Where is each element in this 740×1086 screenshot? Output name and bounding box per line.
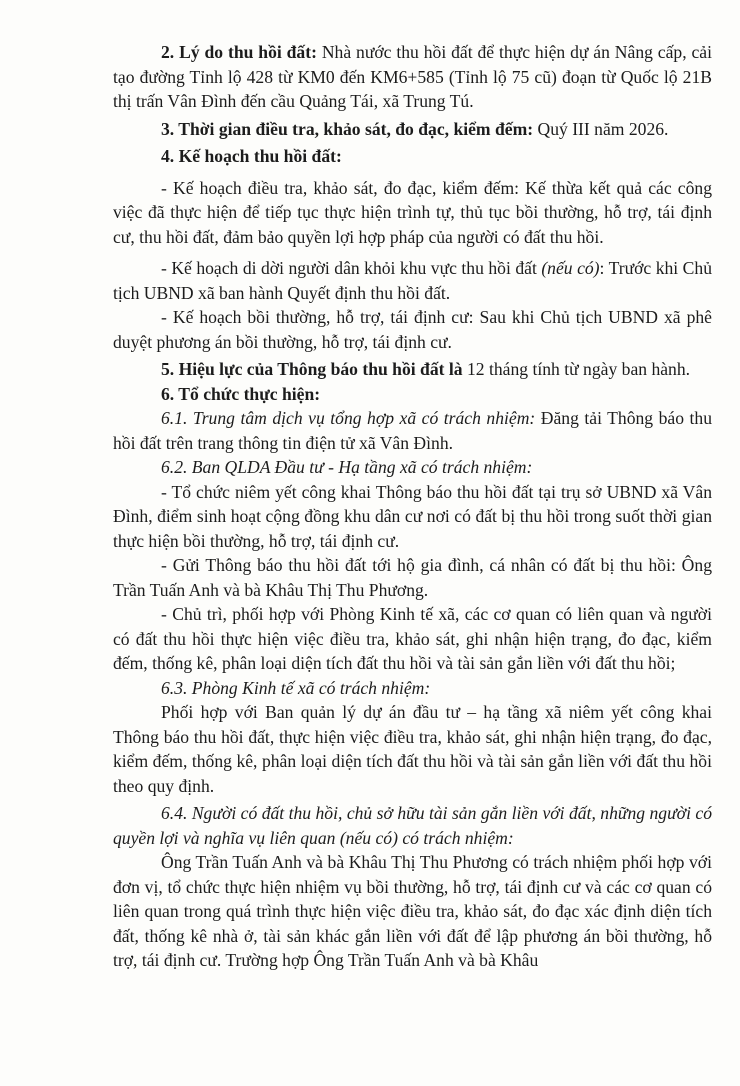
section-6-1-paragraph	[113, 406, 712, 455]
section-3-text: Quý III năm 2026.	[533, 118, 669, 139]
section-6-2-label: 6.2. Ban QLDA Đầu tư - Hạ tầng xã có trách nhiệm:	[161, 457, 533, 477]
section-3-paragraph	[113, 117, 712, 142]
section-2-paragraph	[113, 40, 712, 114]
section-4-plan-compensation: - Kế hoạch bồi thường, hỗ trợ, tái định cư: Sau khi Chủ tịch UBND xã phê duyệt phương án bồi thường, hỗ trợ, tái định cư.	[113, 307, 712, 352]
section-4-plan-relocation	[113, 256, 712, 305]
relocation-text-a: - Kế hoạch di dời người dân khỏi khu vực thu hồi đất	[161, 258, 542, 278]
section-6-2-item-2: - Gửi Thông báo thu hồi đất tới hộ gia đình, cá nhân có đất bị thu hồi: Ông Trần Tuấn Anh và bà Khâu Thị Thu Phương.	[113, 555, 712, 600]
section-5-paragraph	[113, 357, 712, 382]
section-2-label: 2. Lý do thu hồi đất:	[161, 42, 317, 62]
section-6-4-item-1: Ông Trần Tuấn Anh và bà Khâu Thị Thu Phương có trách nhiệm phối hợp với đơn vị, tổ chức thực hiện nhiệm vụ bồi thường, hỗ trợ, tái định cư và các cơ quan có liên quan trong quá trình thực hiện việc điều tra, khảo sát, đo đạc xác định diện tích đất, thống kê nhà ở, tài sản khác gắn liền với đất để lập phương án bồi thường, hỗ trợ, tái định cư. Trường hợp Ông Trần Tuấn Anh và bà Khâu	[113, 852, 712, 970]
section-4-label: 4. Kế hoạch thu hồi đất:	[161, 146, 342, 166]
section-4-plan-survey: - Kế hoạch điều tra, khảo sát, đo đạc, kiểm đếm: Kế thừa kết quả các công việc đã thực hiện để tiếp tục thực hiện trình tự, thủ tục bồi thường, hỗ trợ, tái định cư, thu hồi đất, đảm bảo quyền lợi hợp pháp của người có đất thu hồi.	[113, 177, 712, 247]
section-3-label: 3. Thời gian điều tra, khảo sát, đo đạc, kiểm đếm:	[161, 118, 534, 139]
section-5-label: 5. Hiệu lực của Thông báo thu hồi đất là	[161, 359, 463, 379]
section-6-1-label: 6.1. Trung tâm dịch vụ tổng hợp xã có trách nhiệm:	[161, 408, 536, 428]
section-6-3-label: 6.3. Phòng Kinh tế xã có trách nhiệm:	[161, 677, 431, 698]
section-6-2-item-1: - Tổ chức niêm yết công khai Thông báo thu hồi đất tại trụ sở UBND xã Vân Đình, điểm sinh hoạt cộng đồng khu dân cư nơi có đất bị thu hồi trong suốt thời gian thực hiện bồi thường, hỗ trợ, tái định cư.	[113, 481, 712, 551]
section-2-text: Nhà nước thu hồi đất để thực hiện dự án Nâng cấp, cải tạo đường Tỉnh lộ 428 từ KM0 đến KM6+585 (Tỉnh lộ 75 cũ) đoạn từ Quốc lộ 21B thị trấn Vân Đình đến cầu Quảng Tái, xã Trung Tú.	[113, 42, 713, 111]
section-6-1-text: Đăng tải Thông báo thu hồi đất trên trang thông tin điện tử xã Vân Đình.	[113, 408, 712, 453]
section-6-heading	[113, 382, 712, 407]
section-6-3-item-1: Phối hợp với Ban quản lý dự án đầu tư – hạ tầng xã niêm yết công khai Thông báo thu hồi đất, thực hiện việc điều tra, khảo sát, ghi nhận hiện trạng, đo đạc, kiểm đếm, thống kê, phân loại diện tích đất thu hồi và tài sản gắn liền với đất thu hồi theo quy định.	[113, 702, 712, 796]
section-5-text: 12 tháng tính từ ngày ban hành.	[462, 359, 691, 379]
section-6-2-item-3: - Chủ trì, phối hợp với Phòng Kinh tế xã, các cơ quan có liên quan và người có đất thu hồi thực hiện việc điều tra, khảo sát, ghi nhận hiện trạng, đo đạc, kiểm đếm, thống kê, phân loại diện tích đất thu hồi và tài sản gắn liền với đất thu hồi;	[113, 604, 712, 673]
section-4-heading	[113, 144, 712, 169]
section-6-2-heading	[113, 455, 712, 480]
section-6-4-heading	[113, 801, 712, 850]
section-6-3-heading	[113, 676, 712, 701]
section-6-label: 6. Tổ chức thực hiện:	[161, 383, 321, 404]
relocation-text-italic: (nếu có)	[541, 258, 600, 278]
section-6-4-label: 6.4. Người có đất thu hồi, chủ sở hữu tài sản gắn liền với đất, những người có quyền lợi và nghĩa vụ liên quan (nếu có) có trách nhiệm:	[113, 803, 712, 848]
relocation-text-b: : Trước khi Chủ tịch UBND xã ban hành Quyết định thu hồi đất.	[113, 258, 713, 303]
